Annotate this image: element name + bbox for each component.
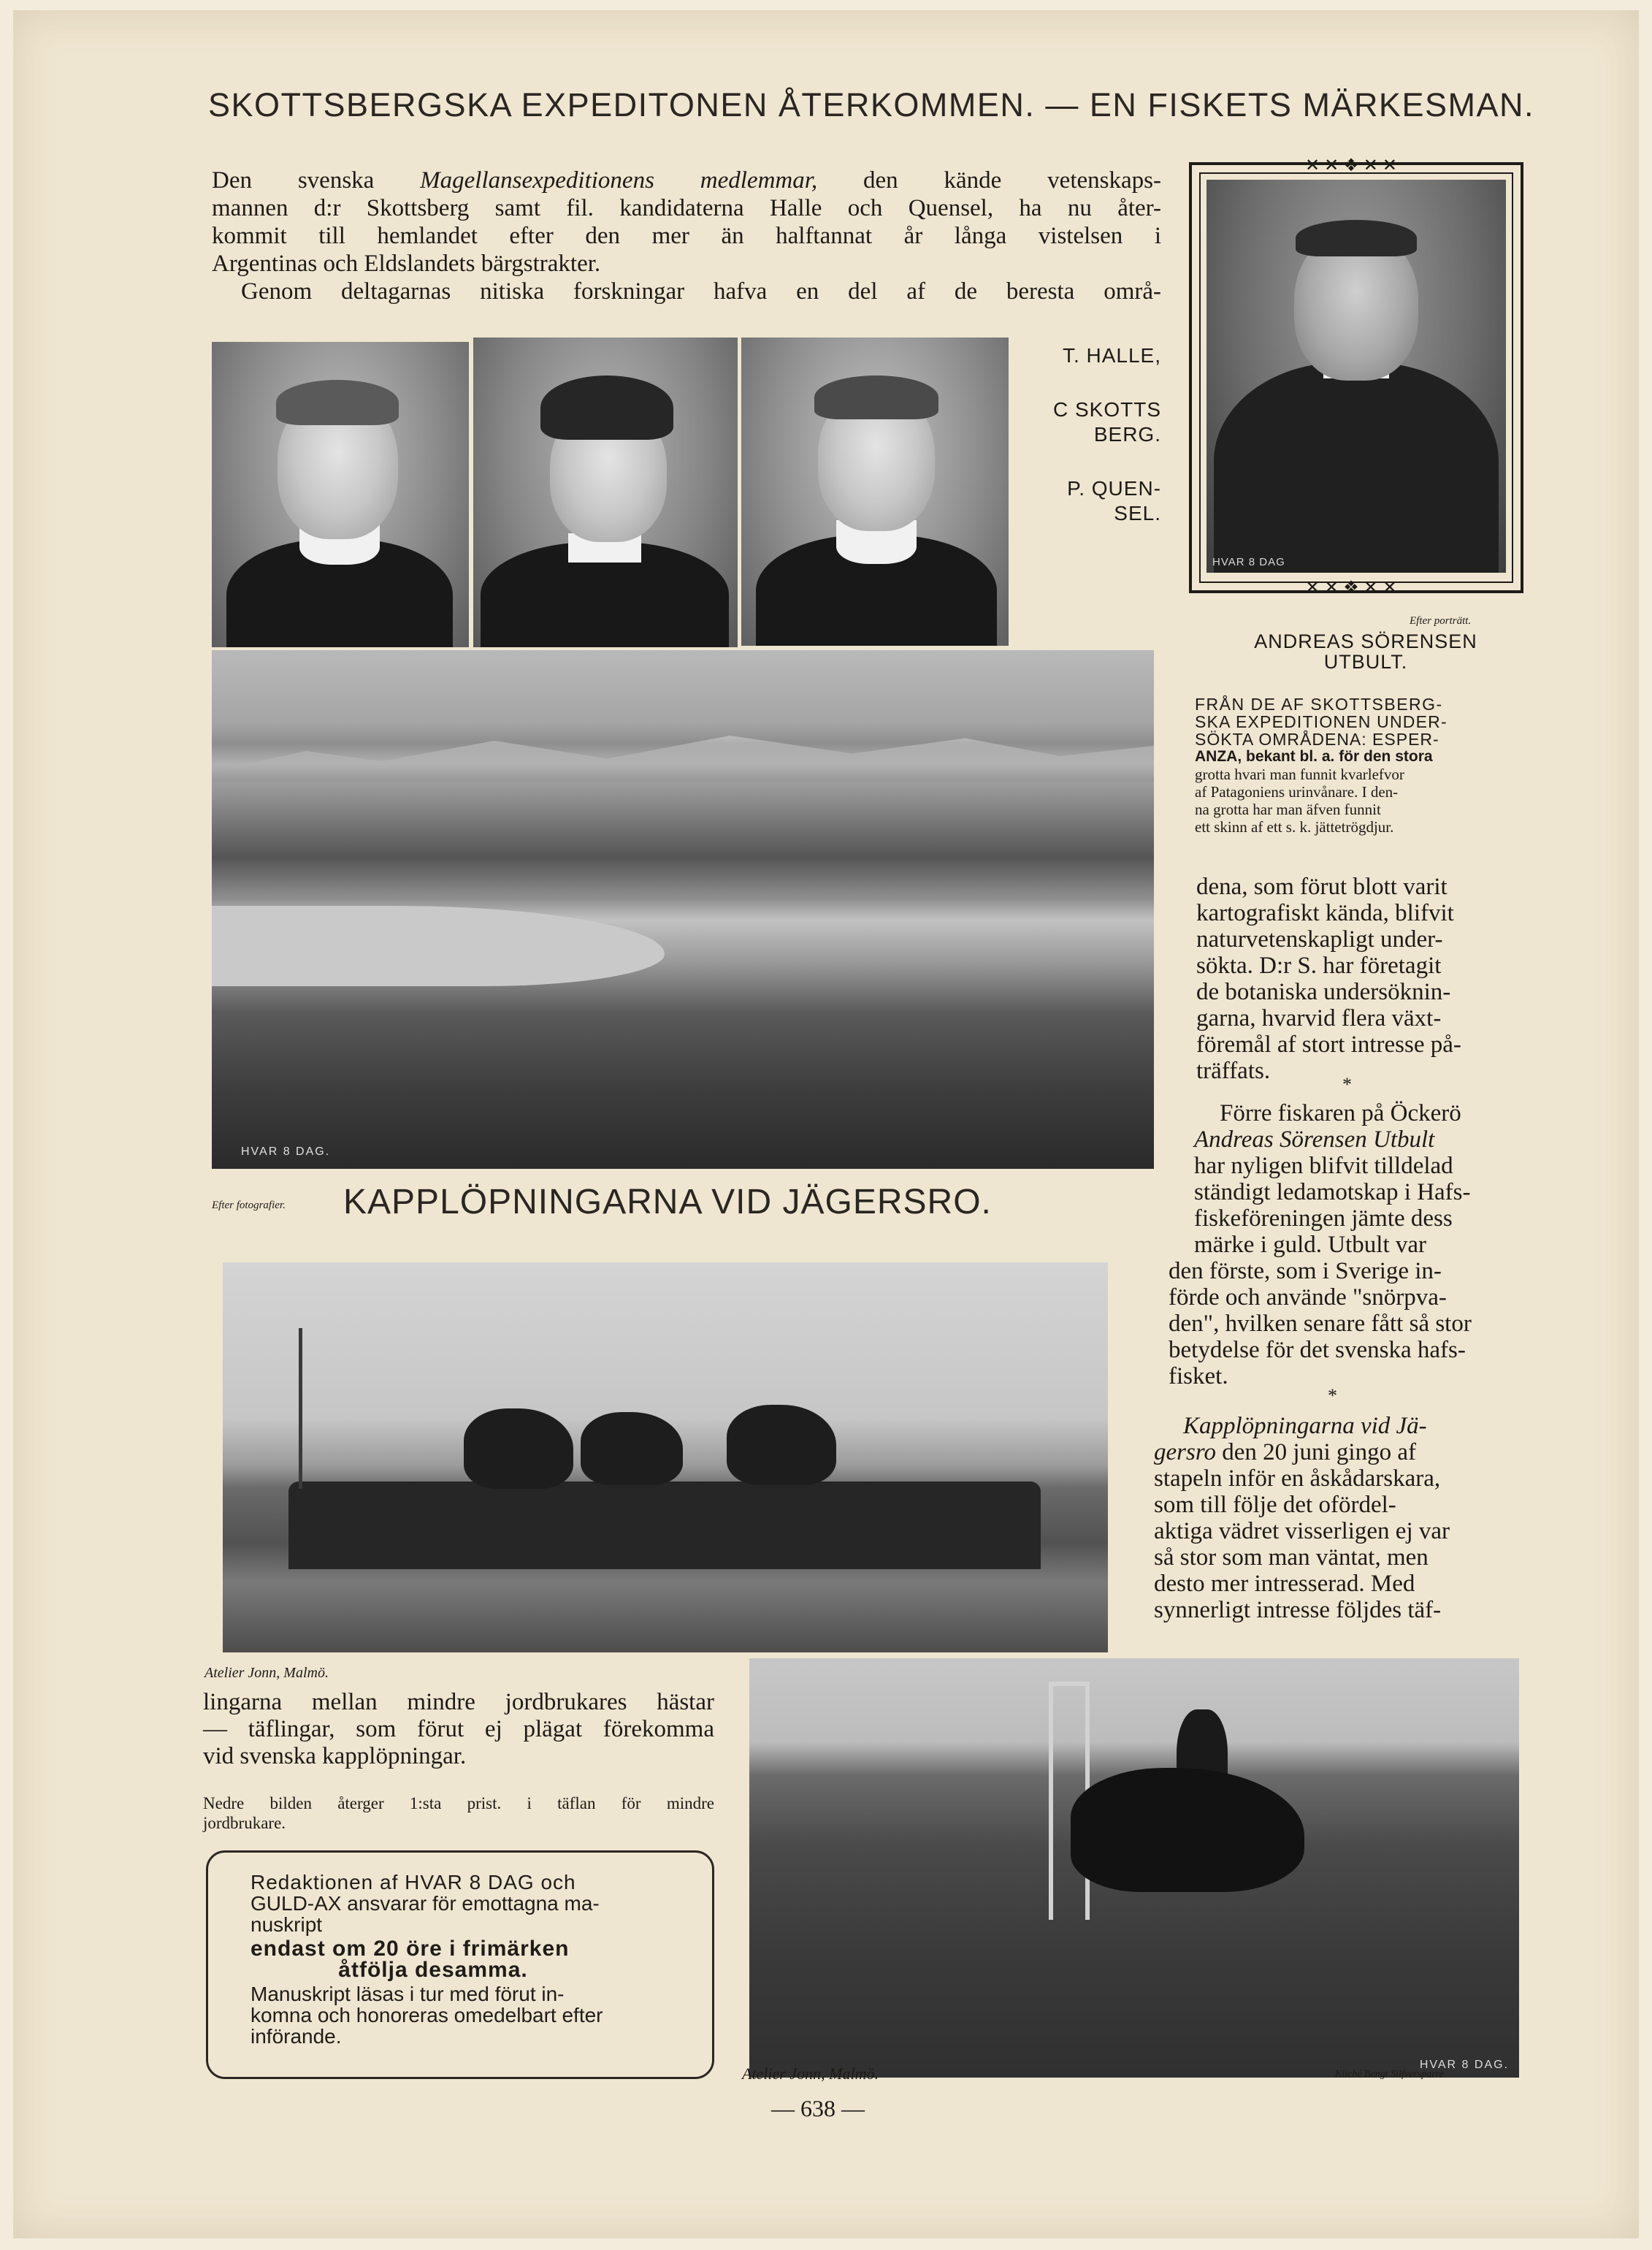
intro-line: mannen d:r Skottsberg samt fil. kandidaterna Halle och Quensel, ha nu åter- (212, 195, 1161, 221)
sorensen-caption (1227, 631, 1504, 672)
frame-ornament-bottom: ✕✕❖✕✕ (1305, 578, 1401, 598)
race-heading: KAPPLÖPNINGARNA VID JÄGERSRO. (343, 1183, 992, 1221)
text-line: — täflingar, som förut ej plägat förekomma (203, 1716, 714, 1742)
esperanza-line: FRÅN DE AF SKOTTSBERG- (1195, 695, 1443, 714)
text-line: förde och använde "snörpva- (1169, 1284, 1447, 1311)
text-line: stapeln inför en åskådarskara, (1154, 1465, 1441, 1492)
text-line: fisket. (1169, 1363, 1228, 1389)
text-line: garna, hvarvid flera växt- (1196, 1005, 1442, 1031)
esperanza-line: na grotta har man äfven funnit (1195, 801, 1381, 818)
rider-photo-mark: HVAR 8 DAG. (1419, 2059, 1509, 2071)
editorial-notice (206, 1850, 714, 2079)
esperanza-line: SKA EXPEDITIONEN UNDER- (1195, 712, 1448, 731)
label-skottsberg: C SKOTTS (1052, 398, 1161, 421)
esperanza-line: ANZA, bekant bl. a. för den stora (1195, 748, 1433, 765)
text-line: sökta. D:r S. har företagit (1196, 953, 1442, 979)
text-line: så stor som man väntat, men (1154, 1544, 1429, 1571)
portrait-sorensen (1207, 180, 1506, 573)
portrait-quensel (741, 338, 1009, 646)
text-line: Förre fiskaren på Öckerö (1220, 1100, 1461, 1126)
lake (212, 906, 665, 986)
text-line: lingarna mellan mindre jordbrukares hästar (203, 1689, 714, 1715)
text-line: aktiga vädret visserligen ej var (1154, 1518, 1450, 1544)
sorensen-caption-line: UTBULT. (1323, 651, 1408, 673)
text-line: gersro den 20 juni gingo af (1154, 1439, 1416, 1465)
text-line: synnerligt intresse följdes täf- (1154, 1597, 1442, 1623)
notice-line: GULD-AX ansvarar för emottagna ma- (251, 1892, 600, 1915)
mountain-range (212, 731, 1154, 782)
portrait-hair (1296, 220, 1417, 256)
landscape-photo (212, 650, 1154, 1169)
label-halle: T. HALLE, (1062, 344, 1161, 367)
intro-line: Den svenska Magellansexpeditionens medlemmar, den kände vetenskaps- (212, 167, 1161, 194)
portrait-hair (814, 375, 938, 419)
rider-photo-cliche: Kliché Bengt Silfversparre (1335, 2069, 1444, 2080)
text-line: naturvetenskapligt under- (1196, 926, 1443, 953)
text-line: betydelse för det svenska hafs- (1169, 1337, 1466, 1363)
notice-line: införande. (251, 2025, 342, 2048)
landscape-mark: HVAR 8 DAG. (241, 1145, 331, 1158)
intro-line: kommit till hemlandet efter den mer än halftannat år långa vistelsen i (212, 223, 1161, 249)
steeplechase-credit: Atelier Jonn, Malmö. (204, 1665, 329, 1681)
portrait-halle (212, 342, 469, 647)
notice-line: åtfölja desamma. (338, 1958, 528, 1982)
caption-line: jordbrukare. (203, 1814, 286, 1832)
caption-line: Nedre bilden återger 1:sta prist. i täflan för mindre (203, 1794, 714, 1812)
page-number: — 638 — (771, 2095, 865, 2121)
text-line: kartografiskt kända, blifvit (1196, 900, 1454, 926)
frame-ornament-top: ✕✕❖✕✕ (1305, 156, 1401, 175)
text-line: fiskeföreningen jämte dess (1194, 1205, 1453, 1232)
hedge-fence (288, 1481, 1041, 1569)
intro-paragraph (212, 167, 1161, 305)
text-line: dena, som förut blott varit (1196, 874, 1448, 900)
bottom-photo-caption (203, 1793, 714, 1833)
text-line: träffats. (1196, 1058, 1271, 1084)
text-line: den", hvilken senare fått så stor (1169, 1311, 1472, 1337)
sorensen-caption-line: ANDREAS SÖRENSEN (1254, 630, 1477, 652)
text-line: ständigt ledamotskap i Hafs- (1194, 1179, 1471, 1205)
notice-line: komna och honoreras omedelbart efter (251, 2004, 603, 2026)
esperanza-line: SÖKTA OMRÅDENA: ESPER- (1195, 730, 1439, 749)
horse (1071, 1768, 1304, 1892)
flag-pole (299, 1328, 302, 1489)
text-line: har nyligen blifvit tilldelad (1194, 1153, 1453, 1179)
notice-line: Redaktionen af HVAR 8 DAG och (251, 1871, 576, 1894)
rider-photo-credit: Atelier Jonn, Malmö. (742, 2064, 879, 2083)
portrait-coat (1214, 362, 1499, 573)
portrait-skottsberg (473, 338, 738, 647)
intro-line: Argentinas och Eldslandets bärgstrakter. (212, 251, 601, 277)
text-line: Kapplöpningarna vid Jä- (1183, 1413, 1427, 1439)
notice-line: Manuskript läsas i tur med förut in- (251, 1983, 565, 2005)
portrait-labels (1030, 343, 1161, 526)
separator-asterisk: * (1342, 1074, 1352, 1095)
notice-line: nuskript (251, 1913, 323, 1936)
right-column-text-2 (1169, 1100, 1512, 1389)
right-column-text-1 (1196, 874, 1510, 1084)
text-line: vid svenska kapplöpningar. (203, 1743, 467, 1769)
page-headline: SKOTTSBERGSKA EXPEDITONEN ÅTERKOMMEN. — EN FISKETS MÄRKESMAN. (208, 86, 1534, 123)
esperanza-line: af Patagoniens urinvånare. I den- (1195, 783, 1399, 801)
label-skottsberg-cont: BERG. (1093, 423, 1161, 446)
steeplechase-photo (223, 1262, 1108, 1652)
text-line: Andreas Sörensen Utbult (1194, 1126, 1435, 1153)
landscape-credit: Efter fotografier. (212, 1200, 286, 1211)
intro-line: Genom deltagarnas nitiska forskningar hafva en del af de beresta områ- (241, 278, 1161, 305)
text-line: de botaniska undersöknin- (1196, 979, 1451, 1005)
horse (727, 1405, 836, 1485)
text-line: märke i guld. Utbult var (1194, 1232, 1427, 1258)
portrait-hair (540, 375, 673, 440)
text-line: som till följe det ofördel- (1154, 1492, 1396, 1518)
portrait-hair (276, 380, 399, 425)
esperanza-line: ett skinn af ett s. k. jättetrögdjur. (1195, 818, 1394, 836)
rider-photo (749, 1658, 1519, 2078)
text-line: desto mer intresserad. Med (1154, 1571, 1415, 1597)
sorensen-mark: HVAR 8 DAG (1212, 556, 1285, 568)
separator-asterisk: * (1328, 1385, 1337, 1406)
bottom-left-text (203, 1689, 714, 1770)
label-quensel: P. QUEN- (1067, 477, 1161, 500)
text-line: den förste, som i Sverige in- (1169, 1258, 1442, 1284)
horse (581, 1412, 683, 1485)
label-quensel-cont: SEL. (1114, 502, 1161, 525)
esperanza-caption (1195, 695, 1509, 836)
notice-line: endast om 20 öre i frimärken (251, 1937, 570, 1961)
right-column-text-3 (1154, 1413, 1512, 1623)
esperanza-line: grotta hvari man funnit kvarlefvor (1195, 766, 1404, 783)
horse (464, 1408, 573, 1489)
text-line: föremål af stort intresse på- (1196, 1031, 1461, 1058)
sorensen-credit: Efter porträtt. (1410, 615, 1472, 627)
